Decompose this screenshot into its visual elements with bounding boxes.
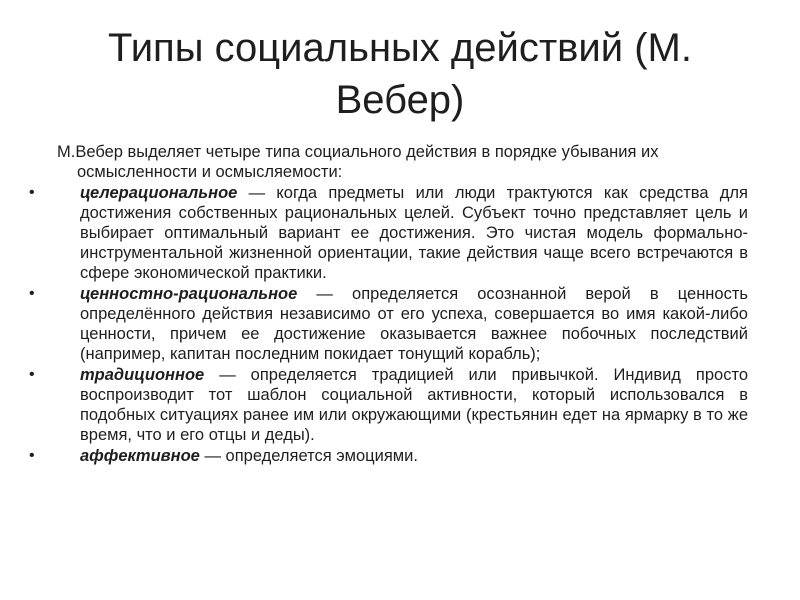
list-item-traditional bbox=[29, 365, 748, 445]
term-label: ценностно-рациональное bbox=[80, 285, 298, 303]
list-item-affective bbox=[29, 446, 748, 466]
term-description: — определяется осознанной верой в ценность определённого действия независимо от его успеха, совершается во имя какой-либо ценности, причем ее достижение оказывается важнее побочных последствий (например, капитан последним покидает тонущий корабль); bbox=[80, 285, 748, 363]
term-label: целерациональное bbox=[80, 184, 238, 202]
intro-paragraph: М.Вебер выделяет четыре типа социального действия в порядке убывания их осмысленности и осмысляемости: bbox=[57, 143, 659, 181]
list-item-value-rational bbox=[29, 284, 748, 364]
bullet-icon: • bbox=[29, 285, 35, 302]
bullet-icon: • bbox=[29, 366, 35, 383]
slide-body bbox=[29, 142, 748, 467]
term-description: — когда предметы или люди трактуются как средства для достижения собственных рациональных целей. Субъект точно представляет цель и выбирает оптимальный вариант ее достижения. Это чистая модель формально-инструментальной жизненной ориентации, такие действия чаще всего встречаются в сфере экономической практики. bbox=[80, 184, 748, 282]
term-label: традиционное bbox=[80, 366, 205, 384]
action-types-list bbox=[29, 183, 748, 466]
slide-title: Типы социальных действий (М. Вебер) bbox=[108, 26, 692, 122]
term-label: аффективное bbox=[80, 447, 200, 465]
bullet-icon: • bbox=[29, 447, 35, 464]
term-description: — определяется традицией или привычкой. Индивид просто воспроизводит тот шаблон социальной активности, который использовался в подобных ситуациях ранее им или окружающими (крестьянин едет на ярмарку в то же время, что и его отцы и деды). bbox=[80, 366, 748, 444]
term-description: — определяется эмоциями. bbox=[199, 447, 418, 465]
list-item-goal-rational bbox=[29, 183, 748, 283]
bullet-icon: • bbox=[29, 184, 35, 201]
